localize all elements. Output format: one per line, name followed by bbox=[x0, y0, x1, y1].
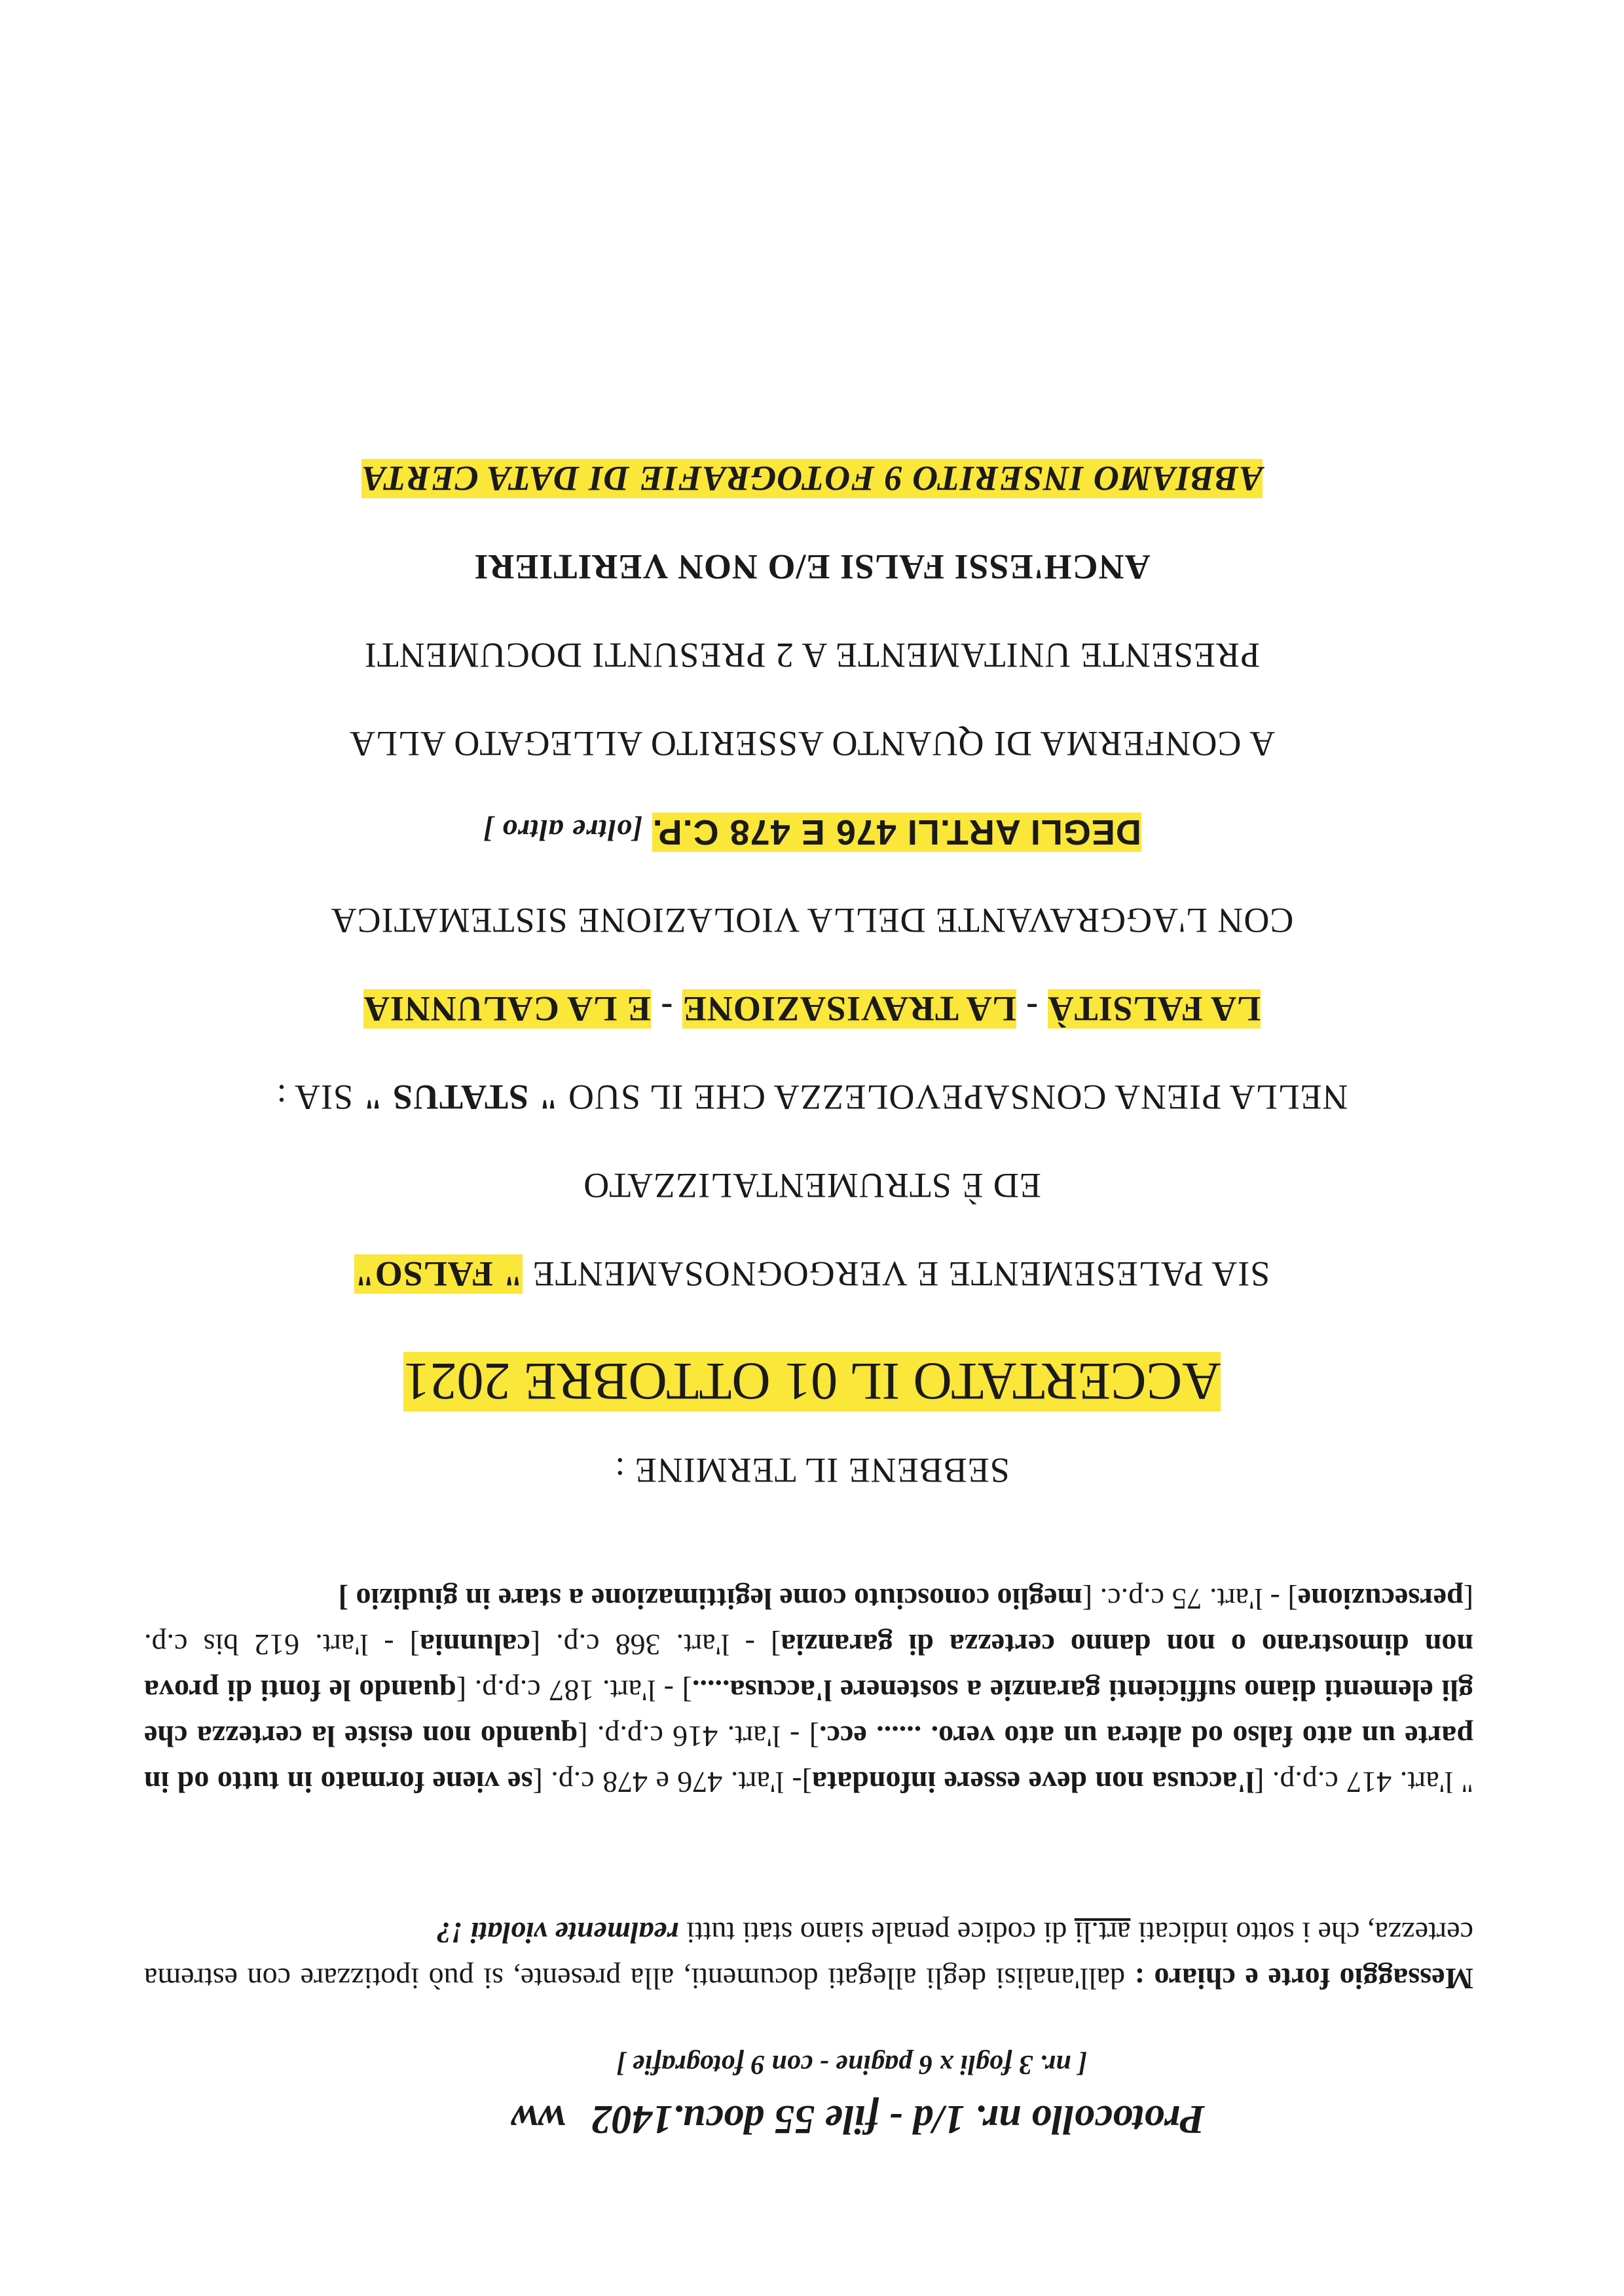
statement-line-5 bbox=[0, 1077, 1624, 1118]
status-word: " STATUS " bbox=[362, 1078, 559, 1117]
message-underlined: art.li bbox=[1074, 1916, 1131, 1950]
statement-text: SIA PALESEMENTE E VERGOGNOSAMENTE bbox=[532, 1254, 1270, 1294]
article-text: ] - l'art. 416 c.p.p. [ bbox=[578, 1720, 820, 1753]
message-lead: Messaggio forte e chiaro : bbox=[1134, 1962, 1473, 1995]
travisazione-highlight: LA TRAVISAZIONE bbox=[682, 989, 1016, 1029]
articles-paragraph bbox=[144, 1576, 1473, 1805]
protocol-title-text: Protocollo nr. 1/d - file 55 docu.1402 bbox=[591, 2097, 1205, 2141]
article-text: " l'art. 417 c.p.p. [ bbox=[1254, 1766, 1473, 1799]
statement-line-4: ED È STRUMENTALIZZATO bbox=[583, 1166, 1041, 1205]
statement-line-8 bbox=[0, 812, 1624, 852]
article-bold: l'accusa non deve essere infondata bbox=[812, 1766, 1255, 1799]
statement-line-3 bbox=[0, 1254, 1624, 1294]
statement-text: SIA : bbox=[276, 1078, 353, 1117]
article-bold: quando le fonti di prova non dimostrano o non danno certezza di garanzia bbox=[144, 1628, 1473, 1707]
statement-text: NELLA PIENA CONSAPEVOLEZZA CHE IL SUO bbox=[568, 1078, 1348, 1117]
statement-line-2 bbox=[0, 1351, 1624, 1412]
separator: - bbox=[650, 989, 682, 1029]
protocol-subtitle: [ nr. 3 fogli x 6 pagine - con 9 fotografie ] bbox=[616, 2049, 1087, 2079]
article-bold: quando non esiste la certezza che gli elementi diano sufficienti garanzie a sostenere l'accusa..... bbox=[144, 1674, 1473, 1753]
falso-highlight: " FALSO" bbox=[354, 1254, 523, 1294]
articoli-highlight: DEGLI ART.LI 476 E 478 C.P. bbox=[652, 812, 1141, 852]
article-text: ] - l'art. 75 c.p.c. [ bbox=[1082, 1582, 1298, 1616]
fotografie-highlight: ABBIAMO INSERITO 9 FOTOGRAFIE DI DATA CERTA bbox=[361, 459, 1263, 498]
article-text: ] - l'art. 612 bis c.p. [ bbox=[144, 1582, 1473, 1662]
calunnia-highlight: E LA CALUNNIA bbox=[363, 989, 651, 1029]
message-body: dall'analisi degli allegati documenti, alla presente, si può ipotizzare con estrema certezza, che i sotto indicati bbox=[143, 1916, 1473, 1995]
statement-line-9: A CONFERMA DI QUANTO ASSERITO ALLEGATO ALLA bbox=[348, 724, 1276, 763]
falsita-highlight: LA FALSITÀ bbox=[1047, 989, 1261, 1029]
oltre-altro: [oltre altro ] bbox=[483, 814, 643, 847]
statement-line-6 bbox=[0, 989, 1624, 1029]
message-body-end: di codice penale siano stati tutti bbox=[686, 1916, 1067, 1950]
separator: - bbox=[1016, 989, 1048, 1029]
statement-line-1: SEBBENE IL TERMINE : bbox=[614, 1451, 1010, 1490]
article-bold: persecuzione bbox=[1297, 1582, 1464, 1616]
statement-line-10: PRESENTE UNITAMENTE A 2 PRESUNTI DOCUMENTI bbox=[363, 636, 1261, 675]
article-bold: calunnia bbox=[420, 1628, 530, 1662]
statement-line-11: ANCH'ESSI FALSI E/O NON VERITIERI bbox=[473, 547, 1151, 587]
protocol-mark: ww bbox=[511, 2097, 566, 2141]
protocol-title bbox=[288, 2096, 1205, 2142]
article-text: ]- l'art. 476 e 478 c.p. [ bbox=[532, 1766, 813, 1799]
article-text: ] - l'art. 368 c.p. [ bbox=[530, 1628, 781, 1662]
message-italic-end: realmente violati !? bbox=[436, 1916, 679, 1950]
message-paragraph bbox=[144, 1910, 1473, 2001]
statement-line-12 bbox=[0, 458, 1624, 499]
accertato-highlight: ACCERTATO IL 01 OTTOBRE 2021 bbox=[403, 1352, 1221, 1412]
article-bold: meglio conosciuto come legittimazione a stare in giudizio ] bbox=[338, 1582, 1082, 1616]
article-bold: se viene formato in tutto od in parte un atto falso od altera un atto vero. ...... ecc. bbox=[144, 1720, 1473, 1799]
statement-line-7: CON L'AGGRAVANTE DELLA VIOLAZIONE SISTEMATICA bbox=[330, 901, 1294, 940]
article-text: ] - l'art. 187 c.p.p. [ bbox=[456, 1674, 693, 1707]
